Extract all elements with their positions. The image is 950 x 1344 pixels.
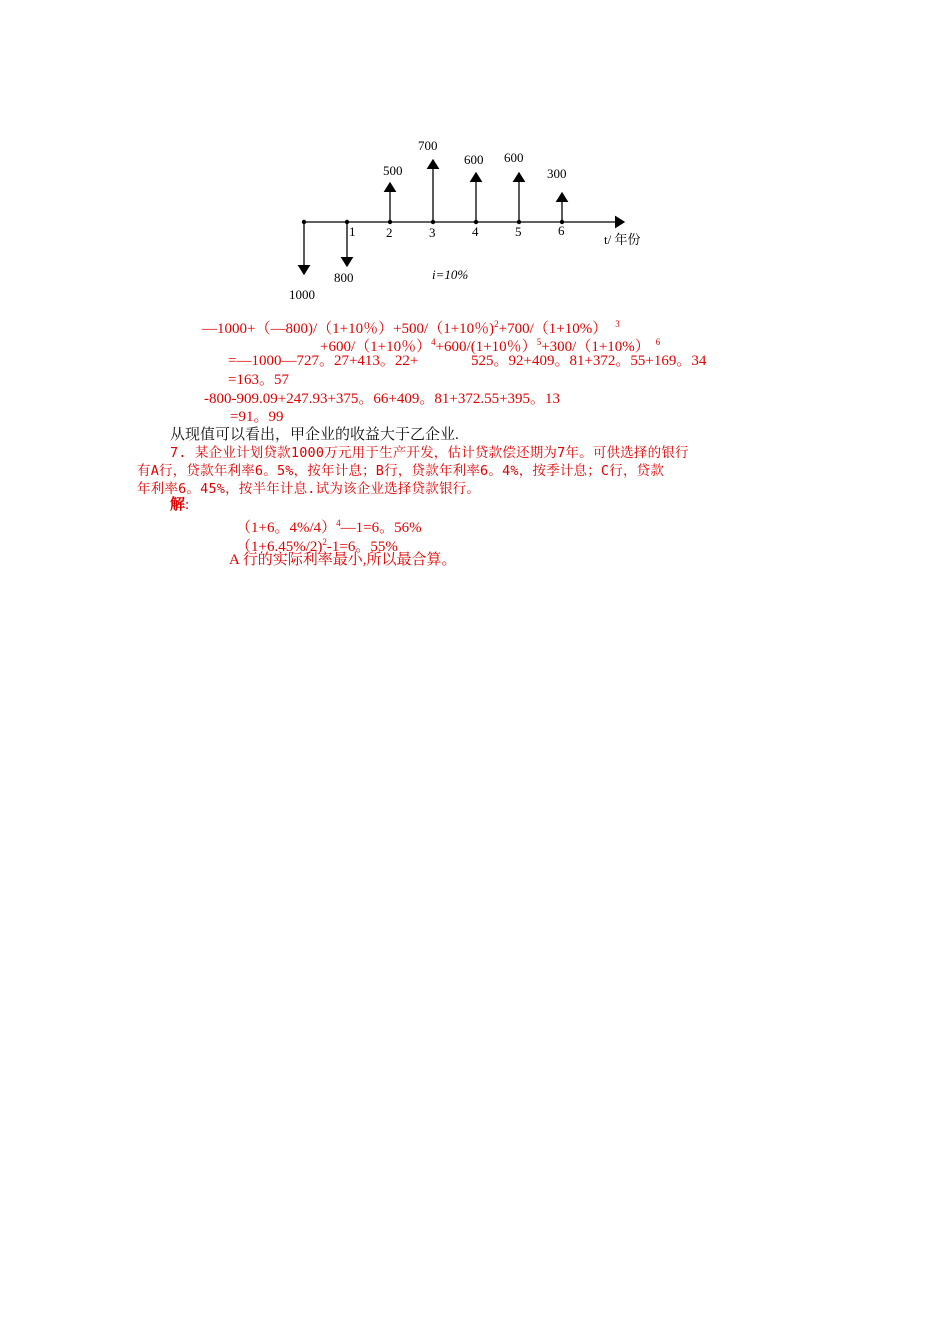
calc-line-2: +600/（1+10％）$^4$+600/(1+10％）$^5$+300/（1+10%） $^6$ <box>320 337 661 355</box>
solution-line-1: （1+6。4%/4）$^4$—1=6。56% <box>236 518 422 536</box>
conclusion-text: 从现值可以看出，甲企业的收益大于乙企业. <box>170 427 459 443</box>
axis-label: t/ 年份 <box>604 232 641 247</box>
outflow-label-0: 1000 <box>289 287 315 302</box>
tick-label-4: 4 <box>472 224 479 239</box>
problem-line-2: 有A行，贷款年利率6。5%，按年计息；B行，贷款年利率6。4%，按季计息；C行，贷款 <box>137 463 665 479</box>
tick-label-1: 1 <box>349 224 356 239</box>
tick-label-6: 6 <box>558 223 565 238</box>
outflow-label-1: 800 <box>334 270 354 285</box>
inflow-label-5: 600 <box>504 150 524 165</box>
tick-label-2: 2 <box>386 225 393 240</box>
interest-rate: i=10% <box>432 267 469 282</box>
calc-line-4: =163。57 <box>228 372 289 388</box>
inflow-label-6: 300 <box>547 166 567 181</box>
inflow-label-2: 500 <box>383 163 403 178</box>
calc-line-6: =91。99 <box>230 409 284 425</box>
cash-flow-diagram <box>0 0 950 320</box>
calc-line-1: —1000+（—800)/（1+10％）+500/（1+10％)$^2$+700/（1+10%） $^3$ <box>202 319 620 337</box>
problem-line-1: 7. 某企业计划贷款1000万元用于生产开发，估计贷款偿还期为7年。可供选择的银行 <box>170 445 689 461</box>
calc-line-3a: =—1000—727。27+413。22+ <box>228 353 419 369</box>
calc-line-3b: 525。92+409。81+372。55+169。34 <box>471 353 707 369</box>
time-point-2 <box>388 220 392 224</box>
problem-line-3: 年利率6。45%，按半年计息.试为该企业选择贷款银行。 <box>137 481 481 497</box>
solution-line-2: （1+6.45%/2)$^2$-1=6。55% <box>236 537 398 555</box>
inflow-label-4: 600 <box>464 152 484 167</box>
inflow-label-3: 700 <box>418 138 438 153</box>
calc-line-5: -800-909.09+247.93+375。66+409。81+372.55+395。13 <box>204 391 561 407</box>
tick-label-5: 5 <box>515 224 522 239</box>
time-point-0 <box>302 220 306 224</box>
tick-label-3: 3 <box>429 225 436 240</box>
time-point-3 <box>431 220 435 224</box>
solution-label: 解: <box>170 497 190 513</box>
solution-line-3: A 行的实际利率最小,所以最合算。 <box>229 552 457 568</box>
